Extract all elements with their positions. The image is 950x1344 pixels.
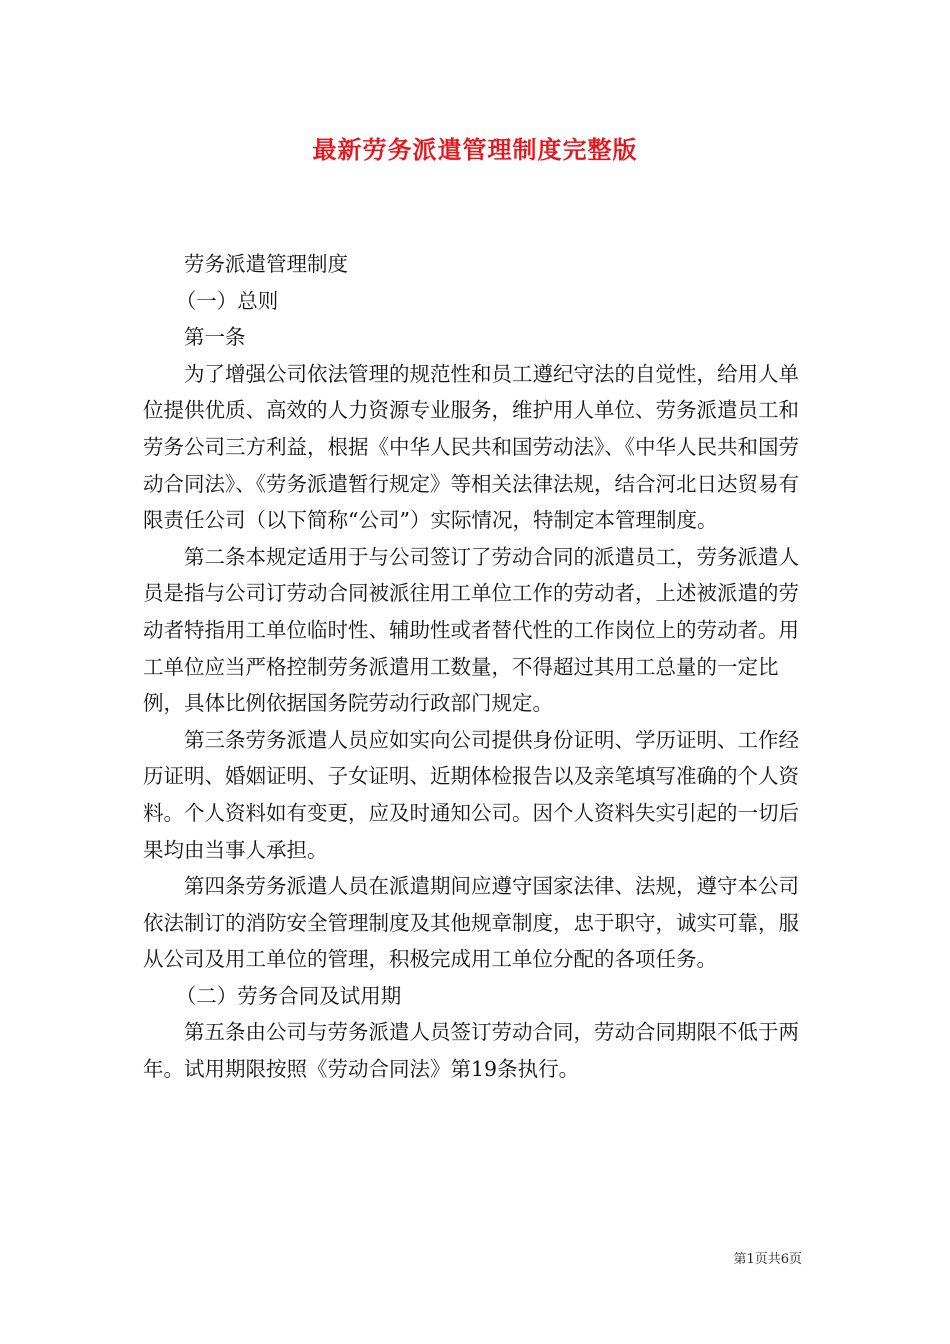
- paragraph-article-1: 为了增强公司依法管理的规范性和员工遵纪守法的自觉性，给用人单位提供优质、高效的人力资源专业服务，维护用人单位、劳务派遣员工和劳务公司三方利益，根据《中华人民共和国劳动法》、《中华人民共和国劳动合同法》、《劳务派遣暂行规定》等相关法律法规，结合河北日达贸易有限责任公司（以下简称“公司”）实际情况，特制定本管理制度。: [143, 361, 799, 533]
- page-number-footer: 第1页共6页: [733, 1252, 802, 1267]
- paragraph-article-3: 第三条劳务派遣人员应如实向公司提供身份证明、学历证明、工作经历证明、婚姻证明、子女证明、近期体检报告以及亲笔填写准确的个人资料。个人资料如有变更，应及时通知公司。因个人资料失实引起的一切后果均由当事人承担。: [143, 727, 799, 862]
- section-heading-general: （一）总则: [175, 288, 279, 313]
- article-1-heading: 第一条: [184, 325, 246, 350]
- paragraph-article-5: 第五条由公司与劳务派遣人员签订劳动合同，劳动合同期限不低于两年。试用期限按照《劳动合同法》第19条执行。: [143, 1020, 799, 1082]
- paragraph-article-4: 第四条劳务派遣人员在派遣期间应遵守国家法律、法规，遵守本公司依法制订的消防安全管理制度及其他规章制度，忠于职守，诚实可靠，服从公司及用工单位的管理，积极完成用工单位分配的各项任务。: [143, 874, 799, 972]
- section-heading-contract: （二）劳务合同及试用期: [175, 983, 402, 1008]
- paragraph-article-2: 第二条本规定适用于与公司签订了劳动合同的派遣员工，劳务派遣人员是指与公司订劳动合同被派往用工单位工作的劳动者，上述被派遣的劳动者特指用工单位临时性、辅助性或者替代性的工作岗位上的劳动者。用工单位应当严格控制劳务派遣用工数量，不得超过其用工总量的一定比例，具体比例依据国务院劳动行政部门规定。: [143, 544, 799, 716]
- paragraph-doc-heading: 劳务派遣管理制度: [184, 252, 348, 276]
- document-body: [143, 246, 811, 1088]
- document-title: 最新劳务派遣管理制度完整版: [312, 135, 638, 164]
